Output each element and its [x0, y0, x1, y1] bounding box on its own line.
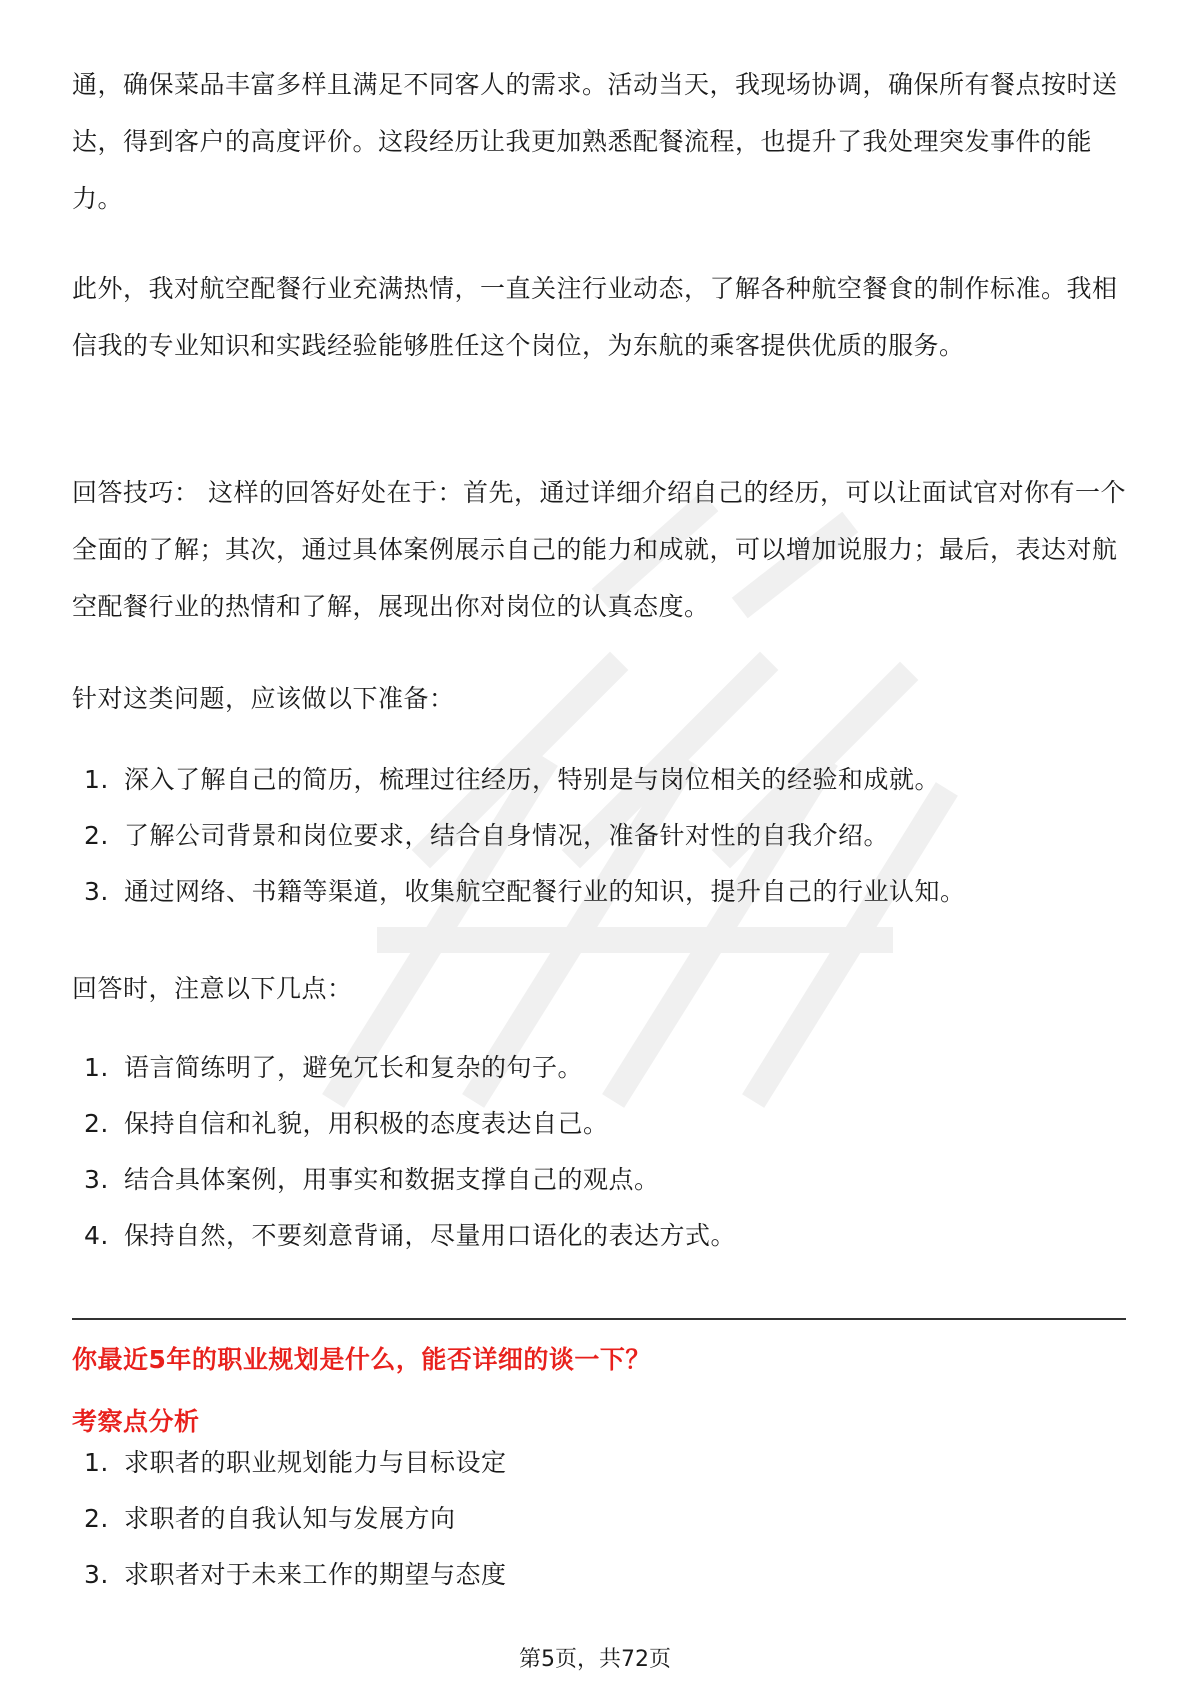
analysis-heading: 考察点分析 — [72, 1407, 200, 1436]
list-text: 结合具体案例，用事实和数据支撑自己的观点。 — [124, 1165, 660, 1194]
list-text: 求职者的自我认知与发展方向 — [124, 1504, 456, 1533]
list-item — [84, 864, 966, 920]
list-number: 1. — [84, 1448, 109, 1477]
list-number: 2. — [84, 821, 109, 850]
list-item — [84, 1547, 507, 1603]
list-item — [84, 752, 966, 808]
list-text: 保持自然，不要刻意背诵，尽量用口语化的表达方式。 — [124, 1221, 737, 1250]
page-footer: 第5页，共72页 — [519, 1647, 671, 1672]
list-number: 1. — [84, 1053, 109, 1082]
list-text: 了解公司背景和岗位要求，结合自身情况，准备针对性的自我介绍。 — [124, 821, 890, 850]
prep-list — [84, 752, 966, 920]
list-item — [84, 1208, 736, 1264]
list-text: 求职者对于未来工作的期望与态度 — [124, 1560, 507, 1589]
paragraph-tips-intro: 回答时，注意以下几点： — [72, 974, 353, 1003]
analysis-list — [84, 1435, 507, 1603]
list-item — [84, 1096, 736, 1152]
list-item — [84, 1491, 507, 1547]
list-item — [84, 808, 966, 864]
list-number: 1. — [84, 765, 109, 794]
list-number: 2. — [84, 1109, 109, 1138]
list-text: 深入了解自己的简历，梳理过往经历，特别是与岗位相关的经验和成就。 — [124, 765, 941, 794]
list-number: 3. — [84, 1560, 109, 1589]
list-text: 求职者的职业规划能力与目标设定 — [124, 1448, 507, 1477]
list-text: 通过网络、书籍等渠道，收集航空配餐行业的知识，提升自己的行业认知。 — [124, 877, 966, 906]
paragraph-passion: 此外，我对航空配餐行业充满热情，一直关注行业动态，了解各种航空餐食的制作标准。我相信我的专业知识和实践经验能够胜任这个岗位，为东航的乘客提供优质的服务。 — [72, 274, 1118, 360]
list-number: 4. — [84, 1221, 109, 1250]
list-number: 2. — [84, 1504, 109, 1533]
section-divider — [72, 1318, 1126, 1320]
list-text: 保持自信和礼貌，用积极的态度表达自己。 — [124, 1109, 609, 1138]
list-item — [84, 1040, 736, 1096]
list-number: 3. — [84, 877, 109, 906]
list-item — [84, 1435, 507, 1491]
tips-list — [84, 1040, 736, 1264]
paragraph-prep-intro: 针对这类问题，应该做以下准备： — [72, 684, 455, 713]
paragraph-answer-tips: 回答技巧： 这样的回答好处在于：首先，通过详细介绍自己的经历，可以让面试官对你有一个全面的了解；其次，通过具体案例展示自己的能力和成就，可以增加说服力；最后，表达对航空配餐行业的热情和了解，展现出你对岗位的认真态度。 — [72, 478, 1126, 621]
list-item — [84, 1152, 736, 1208]
list-number: 3. — [84, 1165, 109, 1194]
question-heading: 你最近5年的职业规划是什么，能否详细的谈一下？ — [72, 1345, 651, 1374]
list-text: 语言简练明了，避免冗长和复杂的句子。 — [124, 1053, 584, 1082]
paragraph-experience: 通，确保菜品丰富多样且满足不同客人的需求。活动当天，我现场协调，确保所有餐点按时送达，得到客户的高度评价。这段经历让我更加熟悉配餐流程，也提升了我处理突发事件的能力。 — [72, 70, 1118, 213]
